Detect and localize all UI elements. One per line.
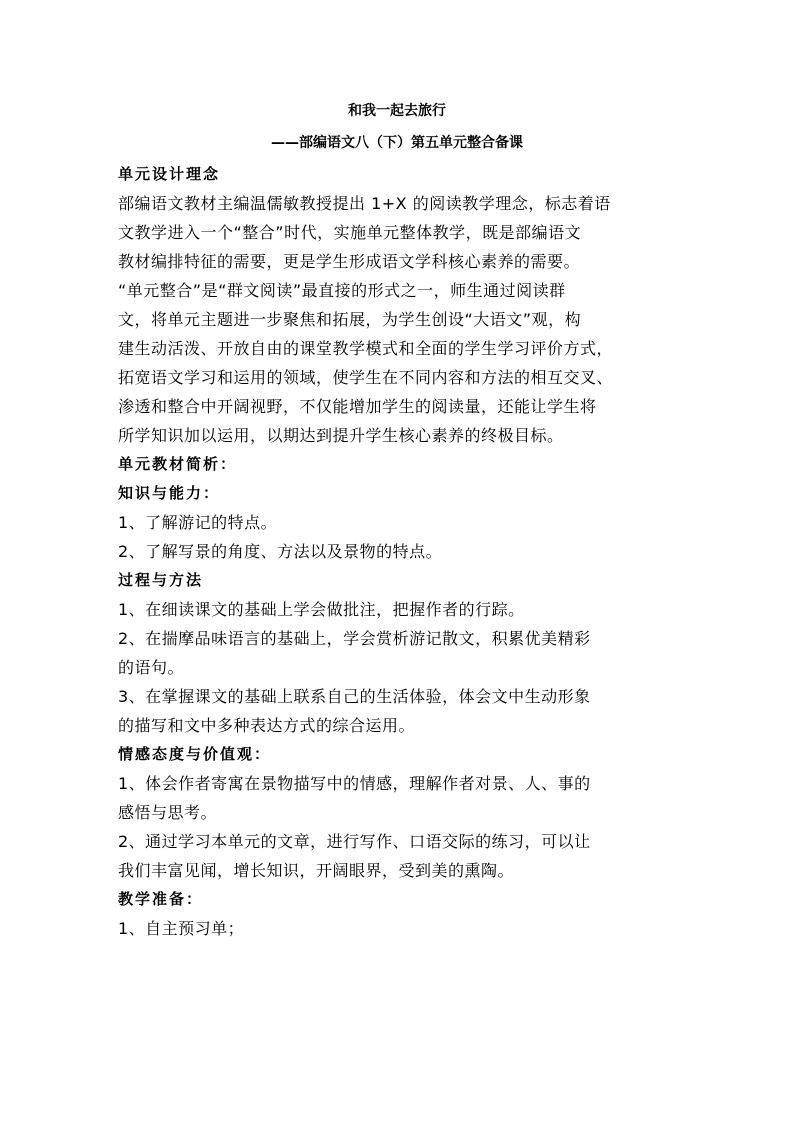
list-item-continuation: 的描写和文中多种表达方式的综合运用。 [118, 716, 416, 735]
paragraph-line: 文，将单元主题进一步聚焦和拓展，为学生创设“大语文”观，构 [118, 310, 582, 329]
list-item: 1、了解游记的特点。 [118, 513, 278, 532]
paragraph-line: “单元整合”是“群文阅读”最直接的形式之一，师生通过阅读群 [118, 281, 566, 300]
paragraph-line: 所学知识加以运用，以期达到提升学生核心素养的终极目标。 [118, 426, 564, 445]
list-item-continuation: 我们丰富见闻，增长知识，开阔眼界，受到美的熏陶。 [118, 861, 515, 880]
list-item: 1、自主预习单； [118, 919, 245, 938]
list-item: 2、在揣摩品味语言的基础上，学会赏析游记散文，积累优美精彩 [118, 629, 591, 648]
document-body [118, 160, 688, 943]
section-heading: 单元教材简析： [118, 455, 238, 473]
section-heading: 过程与方法 [118, 571, 204, 589]
list-item: 1、在细读课文的基础上学会做批注，把握作者的行踪。 [118, 600, 525, 619]
paragraph-line: 拓宽语文学习和运用的领域，使学生在不同内容和方法的相互交叉、 [118, 368, 614, 387]
section-heading: 知识与能力： [118, 484, 221, 502]
list-item: 2、了解写景的角度、方法以及景物的特点。 [118, 542, 443, 561]
page-subtitle: ——部编语文八（下）第五单元整合备课 [271, 135, 523, 151]
paragraph-line: 部编语文教材主编温儒敏教授提出 1+X 的阅读教学理念，标志着语 [118, 194, 611, 213]
section-heading: 教学准备： [118, 890, 204, 908]
paragraph-line: 文教学进入一个“整合”时代，实施单元整体教学，既是部编语文 [118, 223, 582, 242]
list-item: 3、在掌握课文的基础上联系自己的生活体验，体会文中生动形象 [118, 687, 591, 706]
list-item-continuation: 感悟与思考。 [118, 803, 218, 822]
list-item: 1、体会作者寄寓在景物描写中的情感，理解作者对景、人、事的 [118, 774, 591, 793]
paragraph-line: 渗透和整合中开阔视野，不仅能增加学生的阅读量，还能让学生将 [118, 397, 597, 416]
page-title: 和我一起去旅行 [348, 103, 446, 119]
paragraph-line: 建生动活泼、开放自由的课堂教学模式和全面的学生学习评价方式， [118, 339, 614, 358]
paragraph-line: 教材编排特征的需要，更是学生形成语文学科核心素养的需要。 [118, 252, 581, 271]
section-heading: 情感态度与价值观： [118, 745, 272, 763]
section-heading: 单元设计理念 [118, 165, 221, 183]
list-item-continuation: 的语句。 [118, 658, 185, 677]
list-item: 2、通过学习本单元的文章，进行写作、口语交际的练习，可以让 [118, 832, 591, 851]
